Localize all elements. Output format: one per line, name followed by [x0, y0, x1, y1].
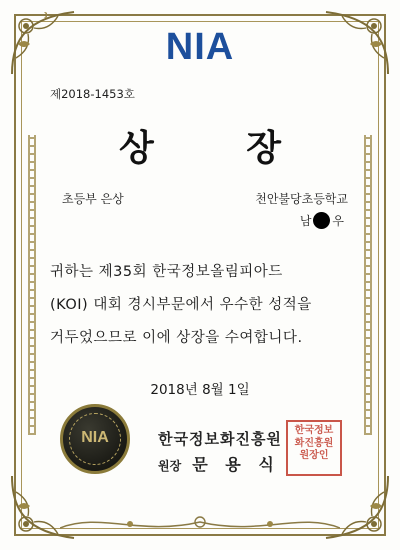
recipient-name	[300, 212, 344, 230]
president-name: 문 용 식	[192, 455, 280, 474]
issuing-organization: 한국정보화진흥원	[158, 430, 282, 448]
stamp-line: 한국정보	[294, 425, 334, 436]
gold-seal	[60, 404, 130, 474]
recipient-name-last: 우	[332, 214, 344, 228]
school-name: 천안불당초등학교	[255, 192, 348, 206]
president-line	[158, 452, 280, 475]
seal-logo-text: NIA	[81, 429, 109, 446]
certificate-title: 상 장	[118, 128, 322, 169]
recipient-name-first: 남	[299, 214, 312, 228]
body-line: (KOI) 대회 경시부문에서 우수한 성적을	[50, 297, 312, 313]
body-line: 귀하는 제35회 한국정보올림피아드	[50, 264, 283, 280]
body-line: 거두었으므로 이에 상장을 수여합니다.	[50, 330, 303, 346]
nia-logo: NIA	[165, 26, 235, 68]
president-title: 원장	[158, 459, 182, 473]
floral-bottom-ornament	[60, 508, 340, 538]
award-category: 초등부 은상	[62, 192, 124, 206]
certificate-serial-number: 제2018-1453호	[50, 87, 135, 101]
stamp-line: 화진흥원	[294, 437, 334, 449]
official-red-stamp	[286, 420, 342, 476]
issue-date: 2018년 8월 1일	[150, 382, 250, 398]
redaction-mark	[313, 212, 330, 229]
certificate-body	[50, 256, 365, 355]
stamp-line: 원장인	[299, 450, 329, 461]
